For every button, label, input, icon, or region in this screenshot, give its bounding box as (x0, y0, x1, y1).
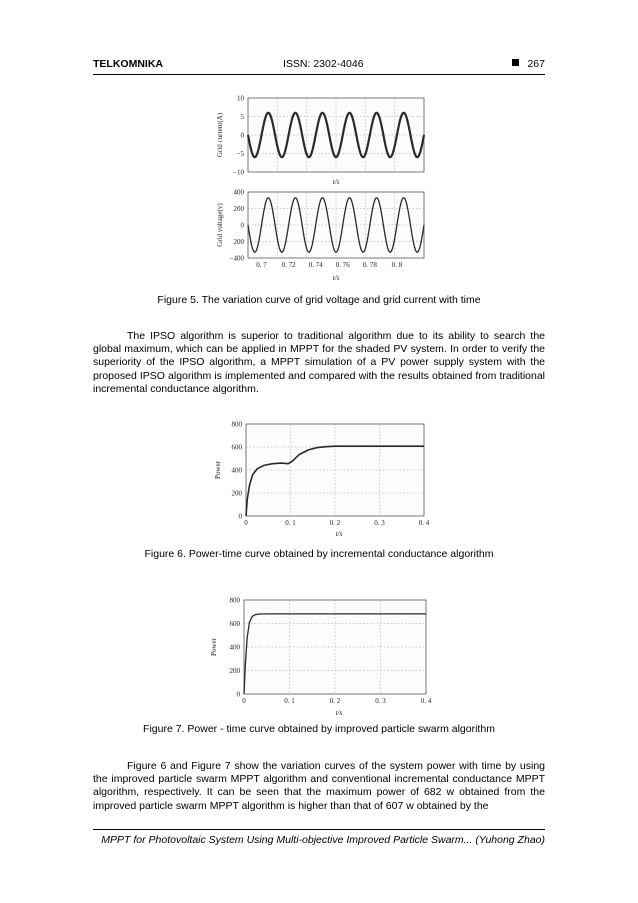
fig5-current-y-axis-label: Grid current(A) (216, 112, 224, 158)
fig6-xtick-label: 0 (244, 519, 248, 527)
fig5-current-ytick-label: −5 (236, 150, 244, 158)
fig5-voltage-xtick-label: 0. 76 (335, 261, 350, 269)
journal-name: TELKOMNIKA (93, 58, 163, 70)
footer-rule (93, 829, 545, 830)
fig7-xtick-label: 0. 2 (329, 697, 341, 705)
fig7-y-axis-label: Power (210, 638, 218, 656)
fig7-ytick-label: 200 (229, 667, 240, 675)
figure-5-svg (200, 92, 432, 284)
page-header (93, 58, 545, 74)
fig5-voltage-x-axis-label: t/s (332, 274, 340, 282)
fig7-ytick-label: 600 (229, 620, 240, 628)
fig6-xtick-label: 0. 4 (418, 519, 430, 527)
fig5-voltage-ytick-label: 0 (240, 221, 244, 230)
fig5-voltage-ytick-label: 200 (233, 205, 244, 213)
fig6-ytick-label: 600 (231, 443, 242, 452)
fig6-xtick-label: 0. 1 (285, 519, 296, 527)
fig7-ytick-label: 800 (229, 596, 240, 605)
figure-6-svg (210, 418, 432, 540)
fig5-voltage-xtick-label: 0. 8 (391, 261, 403, 269)
figure-5-chart (200, 92, 432, 284)
fig5-current-ytick-label: 0 (240, 131, 244, 140)
figure-5-caption: Figure 5. The variation curve of grid voltage and grid current with time (157, 294, 481, 306)
fig7-ytick-label: 0 (236, 690, 240, 699)
fig5-voltage-xtick-label: 0. 78 (362, 261, 377, 269)
fig6-ytick-label: 800 (231, 420, 242, 429)
page-footer: MPPT for Photovoltaic System Using Multi-objective Improved Particle Swarm... (Yuhong Zhao) (101, 834, 545, 846)
fig7-xtick-label: 0. 1 (284, 697, 295, 705)
fig6-ytick-label: 400 (231, 466, 242, 475)
header-rule (93, 74, 545, 75)
fig5-current-ytick-label: 5 (240, 113, 244, 121)
fig6-ytick-label: 0 (238, 512, 242, 521)
fig6-ytick-label: 200 (231, 489, 242, 498)
fig5-voltage-ytick-label: −400 (229, 254, 244, 263)
fig5-current-x-axis-label: t/s (332, 178, 340, 186)
figure-6-caption: Figure 6. Power-time curve obtained by incremental conductance algorithm (144, 548, 494, 560)
fig6-xtick-label: 0. 2 (329, 519, 341, 527)
paragraph-1: The IPSO algorithm is superior to traditional algorithm due to its ability to search the global maximum, which can be applied in MPPT for the shaded PV system. In order to verify the superiority of the IPSO algorithm, a MPPT simulation of a PV power supply system with the proposed IPSO algorithm is implemented and compared with the results obtained from traditional incremental conductance algorithm. (93, 330, 545, 395)
fig5-voltage-ytick-label: 200 (233, 238, 244, 246)
issn: ISSN: 2302-4046 (283, 58, 364, 70)
square-bullet-icon (512, 59, 519, 66)
fig5-voltage-ytick-label: 400 (233, 188, 244, 197)
fig5-voltage-xtick-label: 0. 72 (281, 261, 296, 269)
fig7-ytick-label: 400 (229, 643, 240, 652)
fig7-xtick-label: 0. 4 (420, 697, 432, 705)
fig6-x-axis-label: t/s (335, 530, 343, 538)
fig5-current-ytick-label: −10 (233, 168, 244, 177)
fig5-voltage-y-axis-label: Grid voltage(v) (216, 203, 224, 247)
figure-7-caption: Figure 7. Power - time curve obtained by improved particle swarm algorithm (143, 723, 495, 735)
fig7-xtick-label: 0. 3 (375, 697, 386, 705)
paragraph-2: Figure 6 and Figure 7 show the variation curves of the system power with time by using the improved particle swarm MPPT algorithm and conventional incremental conductance MPPT algorithm, respectively. It can be seen that the maximum power of 682 w obtained from the improved particle swarm MPPT algorithm is higher than that of 607 w obtained by the (93, 760, 545, 812)
page-number (512, 58, 545, 70)
figure-7-svg (206, 594, 432, 718)
figure-7-chart (206, 594, 432, 718)
fig7-xtick-label: 0 (242, 697, 246, 705)
fig5-voltage-xtick-label: 0. 74 (308, 261, 323, 269)
fig6-xtick-label: 0. 3 (374, 519, 385, 527)
fig7-x-axis-label: t/s (335, 709, 343, 717)
fig6-y-axis-label: Power (214, 461, 222, 479)
figure-6-chart (210, 418, 432, 540)
page-number-text: 267 (527, 58, 545, 70)
fig5-current-ytick-label: 10 (237, 94, 244, 103)
fig5-voltage-xtick-label: 0. 7 (256, 261, 267, 269)
